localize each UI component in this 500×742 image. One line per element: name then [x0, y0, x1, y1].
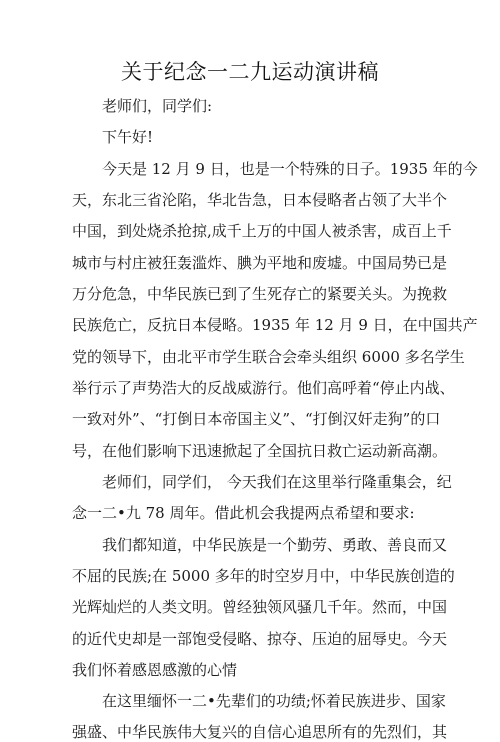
text-line: 我们怀着感恩感激的心情 — [72, 661, 238, 679]
text-line: 中国，到处烧杀抢掠,成千上万的中国人被杀害，成百上千 — [72, 222, 452, 240]
text-line: 今天是 12 月 9 日，也是一个特殊的日子。1935 年的今 — [102, 160, 478, 178]
text-line: 在这里缅怀一二•先辈们的功绩;怀着民族进步、国家 — [102, 692, 446, 710]
document-title: 关于纪念一二九运动演讲稿 — [121, 60, 379, 84]
text-line: 党的领导下，由北平市学生联合会牵头组织 6000 多名学生 — [72, 348, 465, 366]
text-line: 万分危急，中华民族已到了生死存亡的紧要关头。为挽救 — [72, 285, 448, 303]
text-line: 天，东北三省沦陷，华北告急，日本侵略者占领了大半个 — [72, 191, 448, 209]
text-line: 老师们，同学们， 今天我们在这里举行隆重集会，纪 — [102, 473, 452, 491]
text-line: 民族危亡，反抗日本侵略。1935 年 12 月 9 日，在中国共产 — [72, 316, 478, 334]
text-line: 一致对外”、“打倒日本帝国主义”、“打倒汉奸走狗”的口 — [72, 410, 441, 428]
text-line: 举行示了声势浩大的反战威游行。他们高呼着“停止内战、 — [72, 379, 455, 397]
text-line: 下午好! — [102, 128, 154, 146]
text-line: 不屈的民族;在 5000 多年的时空岁月中，中华民族创造的 — [72, 567, 455, 585]
text-line: 我们都知道，中华民族是一个勤劳、勇敢、善良而又 — [102, 536, 448, 554]
text-line: 老师们，同学们: — [102, 97, 213, 115]
text-line: 光辉灿烂的人类文明。曾经独领风骚几千年。然而，中国 — [72, 598, 448, 616]
text-line: 号，在他们影响下迅速掀起了全国抗日救亡运动新高潮。 — [72, 442, 448, 460]
text-line: 城市与村庄被狂轰滥炸、腆为平地和废墟。中国局势已是 — [72, 254, 448, 272]
text-line: 强盛、中华民族伟大复兴的自信心追思所有的先烈们，其 — [72, 723, 448, 741]
text-line: 念一二•九 78 周年。借此机会我提两点希望和要求: — [72, 504, 415, 522]
text-line: 的近代史却是一部饱受侵略、掠夺、压迫的屈辱史。今天 — [72, 630, 448, 648]
